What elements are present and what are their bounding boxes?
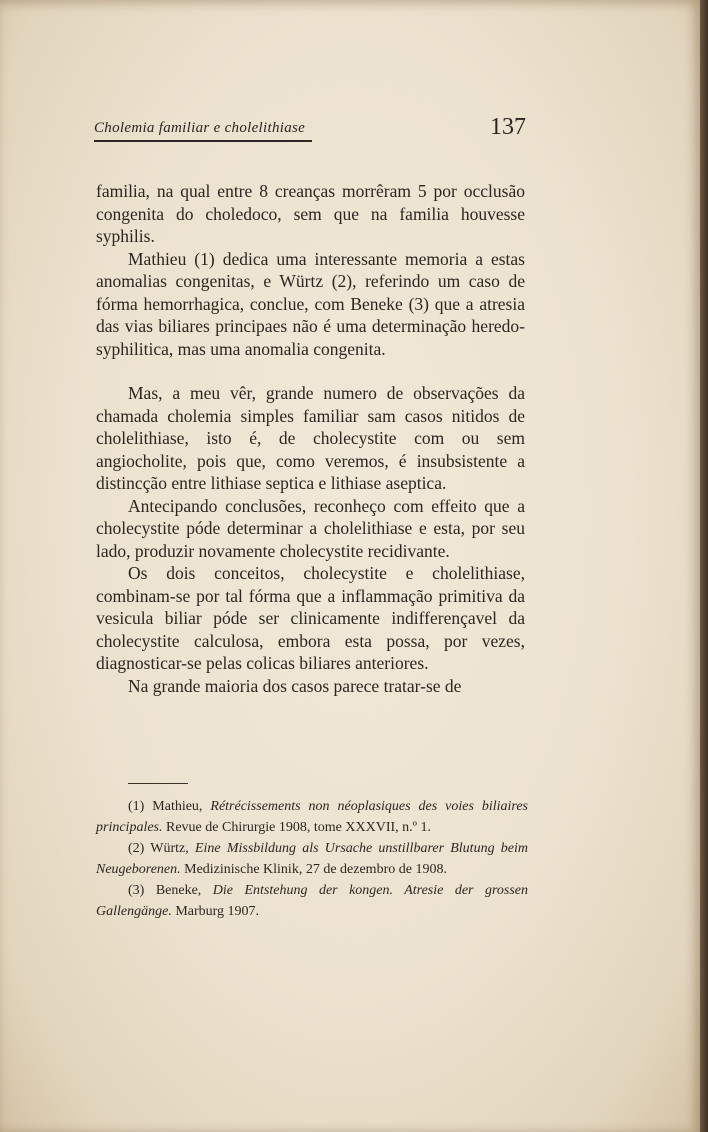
footnote-author: Würtz, xyxy=(150,841,189,856)
running-head xyxy=(94,114,526,148)
paragraph: Antecipando conclusões, reconheço com effeito que a cholecystite póde determinar a cholelithiase e esta, por seu lado, produzir novamente cholecystite recidivante. xyxy=(96,495,525,561)
footnote-title: Rétrécissements non néoplasiques des voies biliaires principales. xyxy=(96,799,529,835)
paragraph: Mathieu (1) dedica uma interessante memoria a estas anomalias congenitas, e Würtz (2), referindo um caso de fórma hemorrhagica, conclue, com Beneke (3) que a atresia das vias biliares principaes não é uma determinação heredo-syphilitica, mas uma anomalia congenita. xyxy=(96,248,525,359)
footnote-source: Marburg 1907. xyxy=(175,904,260,919)
footnote xyxy=(96,838,528,880)
footnote xyxy=(96,880,528,922)
page-number: 137 xyxy=(490,114,526,140)
footnote-author: Beneke, xyxy=(155,883,202,898)
footnote-marker: (2) xyxy=(128,841,145,856)
body-text xyxy=(96,180,525,697)
footnotes xyxy=(96,796,528,922)
paragraph: Os dois conceitos, cholecystite e cholelithiase, combinam-se por tal fórma que a inflammação primitiva da vesicula biliar póde ser clinicamente indifferençavel da cholecystite calculosa, embora esta possa, por vezes, diagnosticar-se pelas colicas biliares anteriores. xyxy=(96,563,525,673)
footnote-rule xyxy=(128,783,188,784)
footnote-marker: (1) xyxy=(128,799,145,814)
footnote-title: Die Entstehung der kongen. Atresie der grossen Gallengänge. xyxy=(96,883,529,919)
footnote-source: Medizinische Klinik, 27 de dezembro de 1908. xyxy=(184,862,447,877)
book-edge xyxy=(700,0,708,1132)
running-title: Cholemia familiar e cholelithiase xyxy=(94,120,306,136)
paragraph-gap xyxy=(96,360,525,382)
paragraph: familia, na qual entre 8 creanças morrêram 5 por occlusão congenita do choledoco, sem que na familia houvesse syphilis. xyxy=(96,181,525,246)
header-rule xyxy=(94,140,312,142)
paragraph: Na grande maioria dos casos parece tratar-se de xyxy=(128,675,462,696)
footnote-title: Eine Missbildung als Ursache unstillbarer Blutung beim Neugeborenen. xyxy=(96,841,528,877)
footnote-marker: (3) xyxy=(128,883,145,898)
paragraph: Mas, a meu vêr, grande numero de observações da chamada cholemia simples familiar sam casos nitidos de cholelithiase, isto é, de cholecystite com ou sem angiocholite, pois que, como veremos, é insubsistente a distincção entre lithiase septica e lithiase aseptica. xyxy=(96,383,525,493)
footnote-source: Revue de Chirurgie 1908, tome XXXVII, n.º 1. xyxy=(166,820,431,835)
footnote xyxy=(96,796,528,838)
footnote-author: Mathieu, xyxy=(152,799,203,814)
